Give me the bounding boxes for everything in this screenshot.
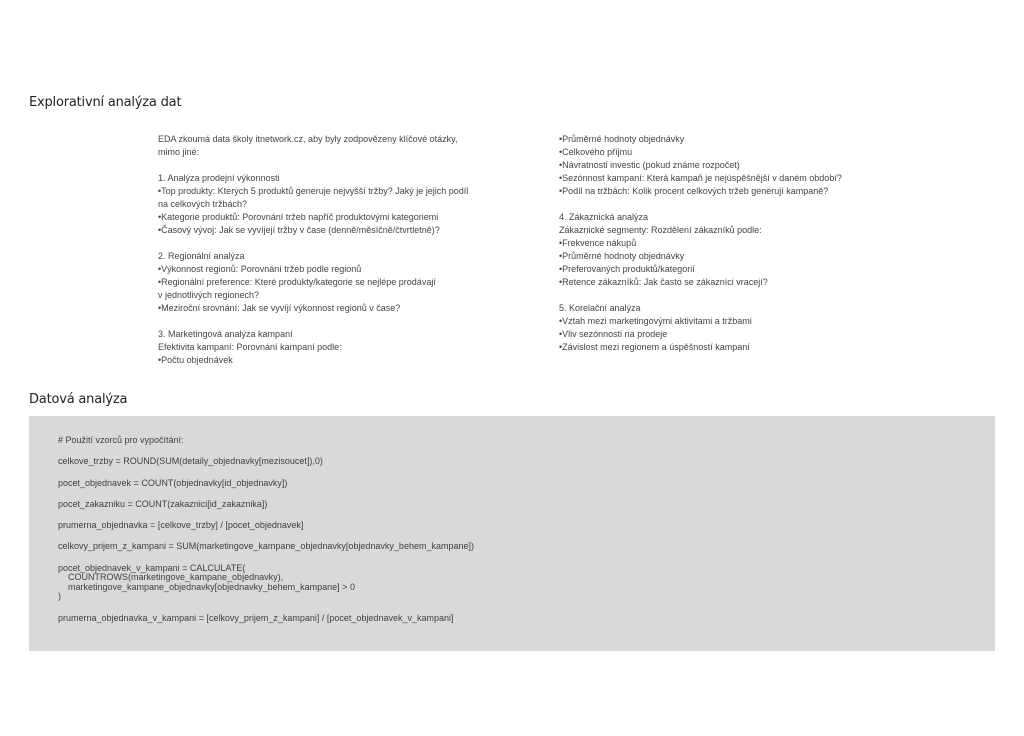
text-line: •Časový vývoj: Jak se vyvíjejí tržby v čase (denně/měsíčně/čtvrtletně)?	[158, 225, 440, 235]
paragraph	[559, 211, 889, 289]
paragraph	[158, 328, 518, 367]
text-line: )	[58, 591, 61, 602]
code-block	[58, 614, 474, 624]
code-block	[58, 564, 474, 602]
text-line: prumerna_objednavka = [celkove_trzby] / [pocet_objednavek]	[58, 520, 304, 531]
text-line: # Použití vzorců pro vypočítání:	[58, 435, 184, 445]
code-block	[58, 521, 474, 531]
paragraph	[559, 302, 889, 354]
text-line: •Regionální preference: Které produkty/kategorie se nejlépe prodávají	[158, 277, 436, 287]
code-block	[58, 479, 474, 489]
code-block	[58, 542, 474, 552]
paragraph	[559, 133, 889, 198]
text-line: •Celkového příjmu	[559, 147, 633, 157]
eda-right-column	[559, 133, 889, 367]
text-line: •Průměrné hodnoty objednávky	[559, 251, 685, 261]
text-line: •Top produkty: Kterých 5 produktů generuje nejvyšší tržby? Jaký je jejich podíl	[158, 186, 469, 196]
text-line: pocet_zakazniku = COUNT(zakaznici[id_zakaznika])	[58, 498, 268, 509]
text-line: •Vliv sezónnosti na prodeje	[559, 329, 668, 339]
text-line: •Podíl na tržbách: Kolik procent celkových tržeb generují kampaně?	[559, 186, 829, 196]
text-line: v jednotlivých regionech?	[158, 290, 260, 300]
text-line: •Frekvence nákupů	[559, 238, 637, 248]
text-line: celkove_trzby = ROUND(SUM(detaily_objednavky[mezisoucet]),0)	[58, 456, 323, 467]
text-line: •Preferovaných produktů/kategorií	[559, 264, 695, 274]
text-line: 3. Marketingová analýza kampaní	[158, 329, 293, 339]
text-line: pocet_objednavek = COUNT(objednavky[id_objednavky])	[58, 477, 288, 488]
text-line: 1. Analýza prodejní výkonnosti	[158, 173, 280, 183]
text-line: •Meziroční srovnání: Jak se vyvíjí výkonnost regionů v čase?	[158, 303, 401, 313]
text-line: 2. Regionální analýza	[158, 251, 245, 261]
text-line: •Návratnosti investic (pokud známe rozpočet)	[559, 160, 740, 170]
paragraph	[158, 250, 518, 315]
text-line: Efektivita kampaní: Porovnání kampaní podle:	[158, 342, 342, 352]
text-line: •Vztah mezi marketingovými aktivitami a tržbami	[559, 316, 752, 326]
text-line: mimo jiné:	[158, 147, 200, 157]
eda-heading: Explorativní analýza dat	[29, 95, 182, 110]
text-line: •Závislost mezi regionem a úspěšností kampaní	[559, 342, 750, 352]
code-block	[58, 436, 474, 446]
text-line: 5. Korelační analýza	[559, 303, 641, 313]
text-line: •Výkonnost regionů: Porovnání tržeb podle regionů	[158, 264, 362, 274]
eda-left-column	[158, 133, 518, 380]
code-lines	[58, 436, 474, 635]
text-line: •Průměrné hodnoty objednávky	[559, 134, 685, 144]
text-line: •Retence zákazníků: Jak často se zákazníci vracejí?	[559, 277, 768, 287]
text-line: •Kategorie produktů: Porovnání tržeb napříč produktovými kategoriemi	[158, 212, 439, 222]
text-line: Zákaznické segmenty: Rozdělení zákazníků podle:	[559, 225, 762, 235]
text-line: EDA zkoumá data školy itnetwork.cz, aby byly zodpovězeny klíčové otázky,	[158, 134, 458, 144]
text-line: pocet_objednavek_v_kampani = CALCULATE(	[58, 562, 246, 573]
text-line: prumerna_objednavka_v_kampani = [celkovy_prijem_z_kampani] / [pocet_objednavek_v_kampani]	[58, 612, 454, 623]
paragraph	[158, 133, 518, 159]
code-block	[58, 500, 474, 510]
text-line: marketingove_kampane_objednavky[objednavky_behem_kampane] > 0	[58, 581, 355, 592]
text-line: •Počtu objednávek	[158, 355, 233, 365]
text-line: •Sezónnost kampaní: Která kampaň je nejúspěšnější v daném období?	[559, 173, 842, 183]
code-panel	[29, 416, 995, 651]
text-line: celkovy_prijem_z_kampani = SUM(marketingove_kampane_objednavky[objednavky_behem_kampane])	[58, 541, 474, 552]
text-line: na celkových tržbách?	[158, 199, 248, 209]
text-line: COUNTROWS(marketingove_kampane_objednavky),	[58, 572, 284, 583]
text-line: 4. Zákaznická analýza	[559, 212, 649, 222]
data-analysis-heading: Datová analýza	[29, 392, 128, 407]
code-block	[58, 457, 474, 467]
paragraph	[158, 172, 518, 237]
